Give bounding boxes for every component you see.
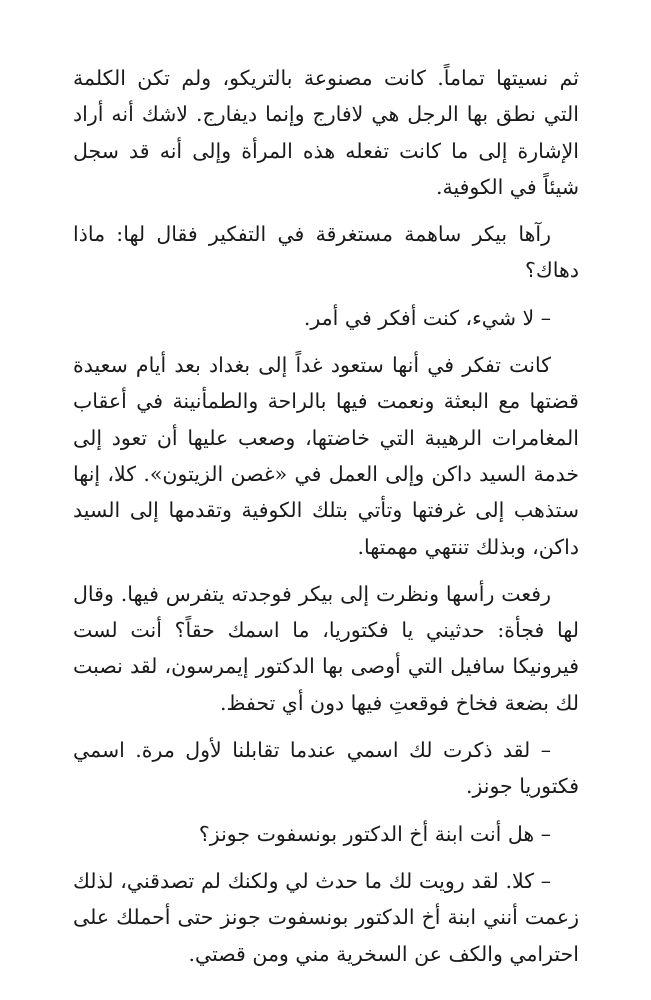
- paragraph-4: رفعت رأسها ونظرت إلى بيكر فوجدته يتفرس فيها. وقال لها فجأة: حدثيني يا فكتوريا، ما اسمك حقاً؟ أنت لست فيرونيكا سافيل التي أوصى بها الدكتور إيمرسون، لقد نصبت لك بضعة فخاخ فوقعتِ فيها دون أي تحفظ.: [73, 581, 579, 715]
- dialogue-line-2: – لقد ذكرت لك اسمي عندما تقابلنا لأول مرة. اسمي فكتوريا جونز.: [73, 738, 579, 799]
- paragraph-2: رآها بيكر ساهمة مستغرقة في التفكير فقال لها: ماذا دهاك؟: [73, 222, 579, 283]
- paragraph-1: ثم نسيتها تماماً. كانت مصنوعة بالتريكو، ولم تكن الكلمة التي نطق بها الرجل هي لافارج وإنما ديفارج. لاشك أنه أراد الإشارة إلى ما كانت تفعله هذه المرأة وإلى أنه قد سجل شيئاً في الكوفية.: [73, 66, 579, 199]
- dialogue-line-4: – كلا. لقد رويت لك ما حدث لي ولكنك لم تصدقني، لذلك زعمت أنني ابنة أخ الدكتور بونسفوت جونز حتى أحملك على احترامي والكف عن السخرية مني ومن قصتي.: [73, 868, 579, 966]
- book-page: [73, 60, 579, 983]
- paragraph-3: كانت تفكر في أنها ستعود غداً إلى بغداد بعد أيام سعيدة قضتها مع البعثة ونعمت فيها بالراحة والطمأنينة في أعقاب المغامرات الرهيبة التي خاضتها، وصعب عليها أن تعود إلى خدمة السيد داكن وإلى العمل في «غصن الزيتون». كلا، إنها ستذهب إلى غرفتها وتأتي بتلك الكوفية وتقدمها إلى السيد داكن، وبذلك تنتهي مهمتها.: [73, 353, 579, 559]
- dialogue-line-1: – لا شيء، كنت أفكر في أمر.: [303, 305, 551, 330]
- dialogue-line-3: – هل أنت ابنة أخ الدكتور بونسفوت جونز؟: [198, 821, 551, 846]
